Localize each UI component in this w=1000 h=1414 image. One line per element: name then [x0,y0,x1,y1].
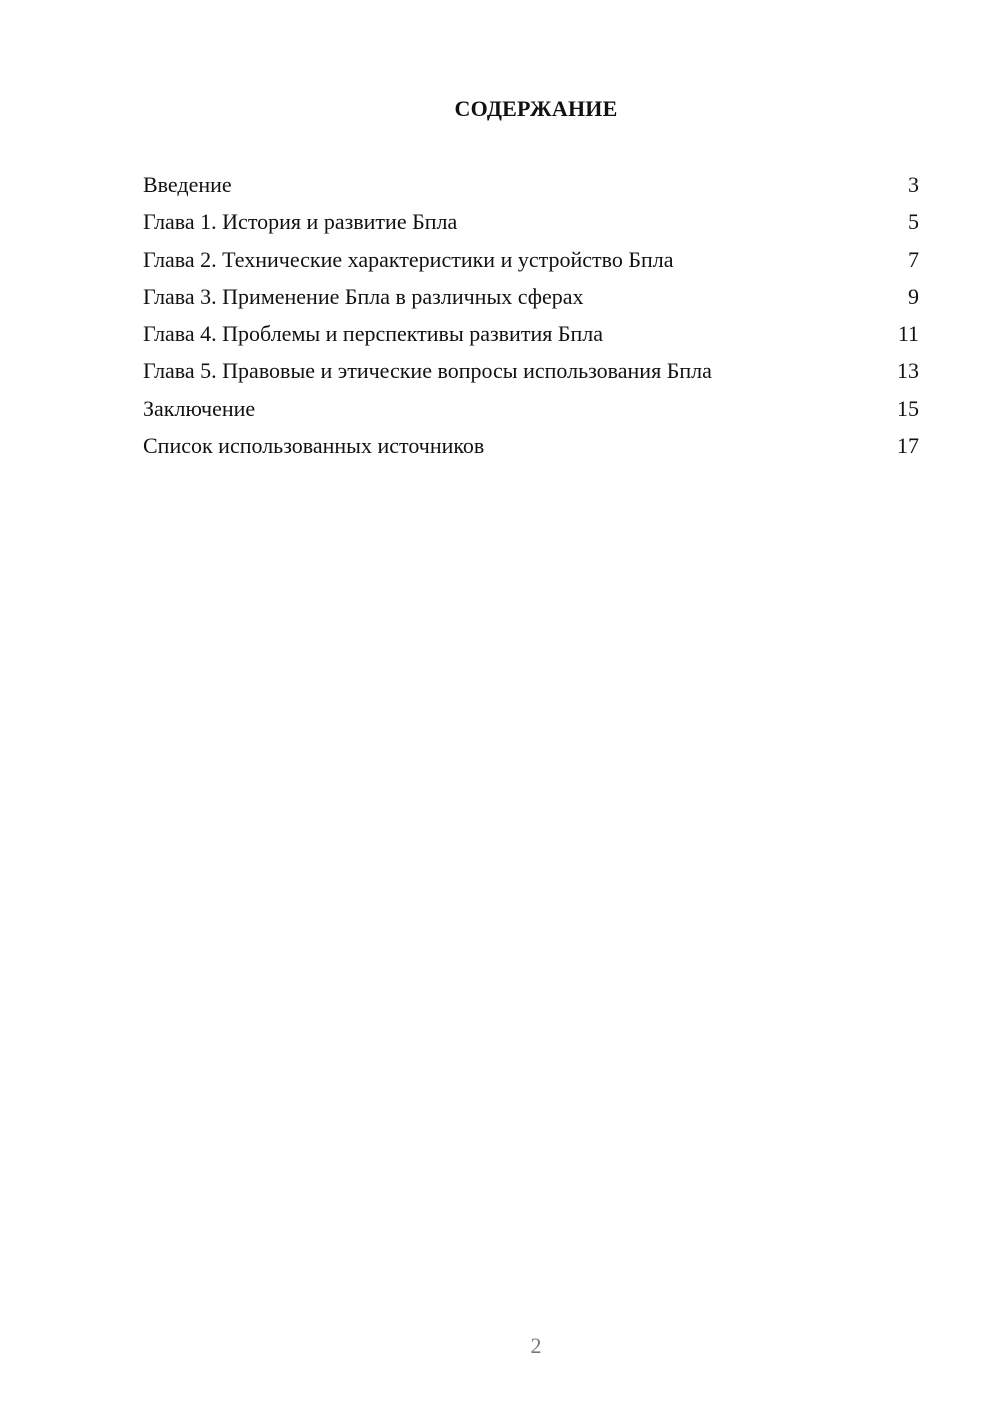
toc-entry-introduction[interactable] [143,170,919,207]
page-number: 2 [530,1333,542,1358]
toc-entry-page: 17 [897,433,919,459]
toc-entry-title: Список использованных источников [143,433,485,459]
toc-entry-chapter-5[interactable] [143,356,919,393]
toc-entry-title: Заключение [143,395,256,421]
toc-entry-conclusion[interactable] [143,394,919,431]
toc-entry-page: 7 [908,246,919,272]
toc-entry-page: 9 [908,283,919,309]
toc-entry-title: Введение [143,172,232,197]
toc-entry-chapter-4[interactable] [143,319,919,356]
toc-entry-page: 11 [897,321,919,347]
toc-entry-page: 13 [897,358,919,384]
toc-entry-chapter-1[interactable] [143,207,919,244]
toc-entry-page: 3 [908,172,919,197]
toc-entry-chapter-3[interactable] [143,282,919,319]
toc-entry-title: Глава 3. Применение Бпла в различных сферах [143,283,584,309]
toc-entry-title: Глава 4. Проблемы и перспективы развития Бпла [143,321,603,347]
toc-entry-chapter-2[interactable] [143,245,919,282]
toc-entry-references[interactable] [143,431,919,468]
toc-entry-page: 5 [908,209,919,235]
toc-entry-title: Глава 2. Технические характеристики и устройство Бпла [143,246,674,272]
toc-heading: СОДЕРЖАНИЕ [454,96,618,121]
toc-entry-page: 15 [897,395,919,421]
table-of-contents [143,170,919,468]
toc-entry-title: Глава 1. История и развитие Бпла [143,209,458,235]
toc-entry-title: Глава 5. Правовые и этические вопросы использования Бпла [143,358,712,384]
